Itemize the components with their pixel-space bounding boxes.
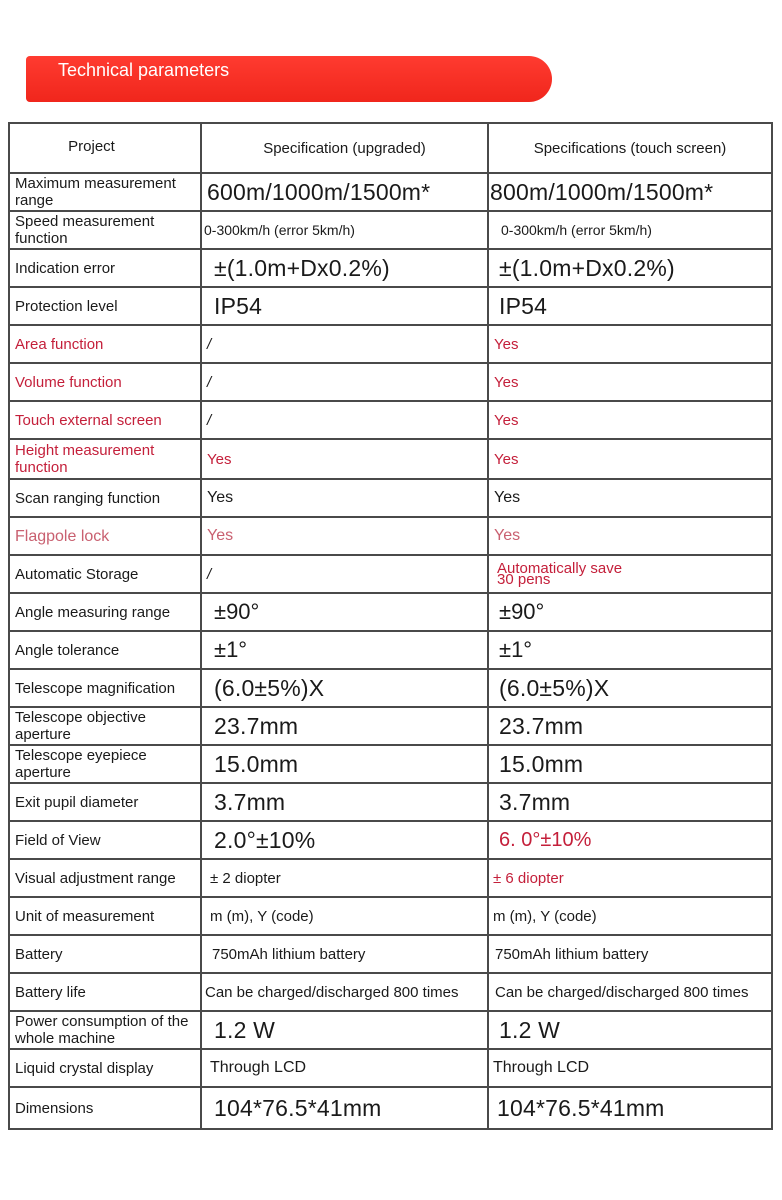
row-value-touch: ±90° <box>488 593 772 631</box>
row-value-touch: Yes <box>488 325 772 363</box>
row-label: Power consumption of the whole machine <box>9 1011 201 1049</box>
row-label: Angle tolerance <box>9 631 201 669</box>
row-value-upgraded: ±1° <box>201 631 488 669</box>
header-project: Project <box>9 123 201 173</box>
row-value-touch: (6.0±5%)X <box>488 669 772 707</box>
row-value-upgraded: 2.0°±10% <box>201 821 488 859</box>
spec-table <box>8 122 773 1130</box>
row-value-touch: ±1° <box>488 631 772 669</box>
row-value-upgraded: Through LCD <box>201 1049 488 1087</box>
row-value-upgraded: 23.7mm <box>201 707 488 745</box>
table-row <box>9 401 772 439</box>
table-row <box>9 1087 772 1129</box>
row-value-upgraded: Can be charged/discharged 800 times <box>201 973 488 1011</box>
section-banner <box>26 56 552 102</box>
row-value-upgraded: ±(1.0m+Dx0.2%) <box>201 249 488 287</box>
row-label: Field of View <box>9 821 201 859</box>
row-value-touch: Yes <box>488 479 772 517</box>
row-label: Liquid crystal display <box>9 1049 201 1087</box>
row-value-touch: Automatically save 30 pens <box>488 555 772 593</box>
table-row <box>9 517 772 555</box>
row-value-upgraded: 600m/1000m/1500m* <box>201 173 488 211</box>
row-value-upgraded: 1.2 W <box>201 1011 488 1049</box>
row-label: Unit of measurement <box>9 897 201 935</box>
table-row <box>9 897 772 935</box>
row-value-touch: Yes <box>488 401 772 439</box>
row-label: Telescope objective aperture <box>9 707 201 745</box>
row-value-touch: 750mAh lithium battery <box>488 935 772 973</box>
row-value-upgraded: 3.7mm <box>201 783 488 821</box>
row-label: Touch external screen <box>9 401 201 439</box>
row-value-touch: ± 6 diopter <box>488 859 772 897</box>
table-row <box>9 821 772 859</box>
table-row <box>9 479 772 517</box>
row-value-touch: 0-300km/h (error 5km/h) <box>488 211 772 249</box>
banner-title: Technical parameters <box>58 60 230 80</box>
row-value-touch: 104*76.5*41mm <box>488 1087 772 1129</box>
row-value-upgraded: (6.0±5%)X <box>201 669 488 707</box>
row-label: Protection level <box>9 287 201 325</box>
table-header-row <box>9 123 772 173</box>
row-label: Telescope magnification <box>9 669 201 707</box>
row-value-touch: 1.2 W <box>488 1011 772 1049</box>
table-row <box>9 1049 772 1087</box>
row-label: Angle measuring range <box>9 593 201 631</box>
table-row <box>9 249 772 287</box>
table-row <box>9 859 772 897</box>
row-value-touch: 6. 0°±10% <box>488 821 772 859</box>
row-value-touch: Through LCD <box>488 1049 772 1087</box>
table-row <box>9 935 772 973</box>
row-value-upgraded: / <box>201 325 488 363</box>
row-value-upgraded: Yes <box>201 517 488 555</box>
row-label: Volume function <box>9 363 201 401</box>
row-value-upgraded: ±90° <box>201 593 488 631</box>
row-value-touch: IP54 <box>488 287 772 325</box>
row-value-touch: m (m), Y (code) <box>488 897 772 935</box>
row-value-touch: 3.7mm <box>488 783 772 821</box>
table-row <box>9 593 772 631</box>
row-value-upgraded: Yes <box>201 439 488 479</box>
header-upgraded: Specification (upgraded) <box>201 123 488 173</box>
table-row <box>9 173 772 211</box>
row-value-upgraded: 104*76.5*41mm <box>201 1087 488 1129</box>
row-value-upgraded: 0-300km/h (error 5km/h) <box>201 211 488 249</box>
row-value-upgraded: 750mAh lithium battery <box>201 935 488 973</box>
row-value-upgraded: IP54 <box>201 287 488 325</box>
row-value-touch: Yes <box>488 439 772 479</box>
table-row <box>9 669 772 707</box>
row-value-touch: ±(1.0m+Dx0.2%) <box>488 249 772 287</box>
row-label: Indication error <box>9 249 201 287</box>
row-value-touch: Yes <box>488 517 772 555</box>
row-label: Exit pupil diameter <box>9 783 201 821</box>
table-row <box>9 707 772 745</box>
table-row <box>9 555 772 593</box>
row-label: Flagpole lock <box>9 517 201 555</box>
table-row <box>9 783 772 821</box>
row-value-upgraded: ± 2 diopter <box>201 859 488 897</box>
row-label: Visual adjustment range <box>9 859 201 897</box>
row-value-touch: 800m/1000m/1500m* <box>488 173 772 211</box>
row-value-upgraded: m (m), Y (code) <box>201 897 488 935</box>
row-label: Scan ranging function <box>9 479 201 517</box>
row-label: Maximum measurement range <box>9 173 201 211</box>
table-row <box>9 363 772 401</box>
row-label: Automatic Storage <box>9 555 201 593</box>
row-value-touch: Can be charged/discharged 800 times <box>488 973 772 1011</box>
row-label: Telescope eyepiece aperture <box>9 745 201 783</box>
row-value-upgraded: Yes <box>201 479 488 517</box>
row-value-touch: 15.0mm <box>488 745 772 783</box>
row-value-upgraded: / <box>201 401 488 439</box>
row-label: Height measurement function <box>9 439 201 479</box>
table-row <box>9 325 772 363</box>
table-row <box>9 1011 772 1049</box>
row-value-upgraded: / <box>201 363 488 401</box>
row-value-upgraded: / <box>201 555 488 593</box>
row-label: Speed measurement function <box>9 211 201 249</box>
table-row <box>9 439 772 479</box>
row-label: Battery life <box>9 973 201 1011</box>
row-label: Area function <box>9 325 201 363</box>
table-row <box>9 631 772 669</box>
table-row <box>9 973 772 1011</box>
row-value-upgraded: 15.0mm <box>201 745 488 783</box>
row-value-touch: Yes <box>488 363 772 401</box>
row-label: Battery <box>9 935 201 973</box>
table-row <box>9 745 772 783</box>
row-label: Dimensions <box>9 1087 201 1129</box>
table-row <box>9 211 772 249</box>
header-touch-screen: Specifications (touch screen) <box>488 123 772 173</box>
table-row <box>9 287 772 325</box>
row-value-touch: 23.7mm <box>488 707 772 745</box>
